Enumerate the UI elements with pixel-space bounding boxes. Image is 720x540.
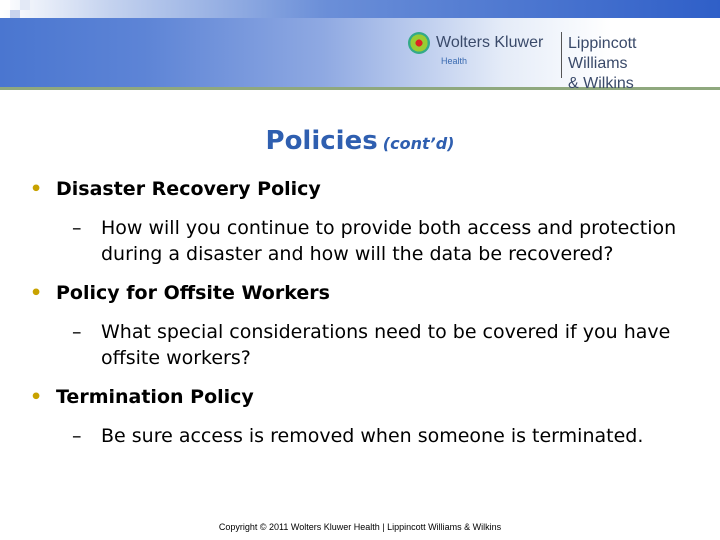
bullet-heading (30, 386, 710, 408)
bullet-text: Policy for Offsite Workers (56, 282, 330, 304)
decor-square (0, 0, 10, 10)
brand-sub: Health (441, 56, 468, 66)
dash-icon: – (72, 217, 82, 239)
dash-icon: – (72, 425, 82, 447)
sub-bullet (72, 423, 710, 449)
globe-logo-icon (408, 32, 430, 54)
header-top-band (0, 0, 720, 18)
publisher-name (568, 34, 637, 94)
slide-title (0, 126, 720, 156)
title-main: Policies (265, 126, 378, 156)
bullet-text: Disaster Recovery Policy (56, 178, 321, 200)
sub-bullet-text: How will you continue to provide both access and protection during a disaster and how will the data be recovered? (101, 217, 677, 265)
bullet-icon: • (30, 282, 43, 304)
bullet-heading (30, 178, 710, 200)
dash-icon: – (72, 321, 82, 343)
sub-bullet-text: Be sure access is removed when someone is terminated. (101, 425, 644, 447)
sub-bullet (72, 215, 710, 267)
bullet-icon: • (30, 386, 43, 408)
bullet-text: Termination Policy (56, 386, 254, 408)
brand-name: Wolters Kluwer (436, 34, 544, 51)
sub-bullet-text: What special considerations need to be covered if you have offsite workers? (101, 321, 671, 369)
title-sub: (cont’d) (382, 134, 455, 153)
slide-content (30, 178, 710, 464)
copyright-footer: Copyright © 2011 Wolters Kluwer Health | Lippincott Williams & Wilkins (218, 522, 502, 532)
bullet-heading (30, 282, 710, 304)
bullet-icon: • (30, 178, 43, 200)
publisher-line1: Lippincott (568, 35, 637, 52)
publisher-line2: Williams & Wilkins (568, 55, 634, 92)
sub-bullet (72, 319, 710, 371)
logo-divider (561, 32, 562, 78)
decor-square (20, 0, 30, 10)
